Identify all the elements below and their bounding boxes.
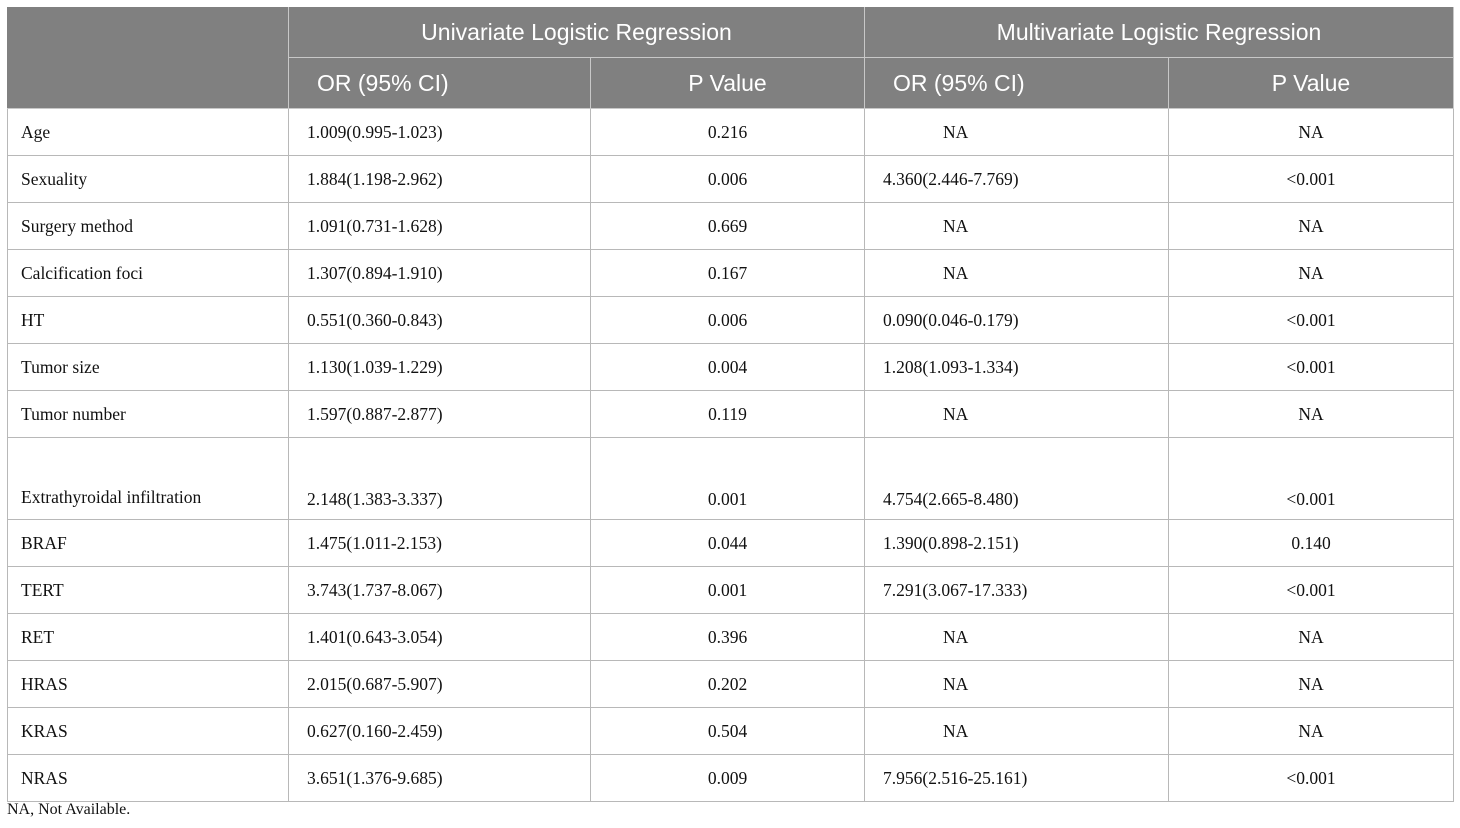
univariate-p-cell: 0.396 (591, 614, 865, 661)
multivariate-or-cell: NA (865, 614, 1169, 661)
table-footnote: NA, Not Available. (7, 801, 131, 818)
table-body (8, 109, 1454, 802)
row-label-cell: Extrathyroidal infiltration (8, 438, 289, 520)
multivariate-or-cell: NA (865, 661, 1169, 708)
row-label-cell: Surgery method (8, 203, 289, 250)
multivariate-p-cell: <0.001 (1169, 438, 1454, 520)
univariate-group-header: Univariate Logistic Regression (289, 7, 865, 58)
table-row (8, 708, 1454, 755)
univariate-p-cell: 0.006 (591, 156, 865, 203)
univariate-p-cell: 0.119 (591, 391, 865, 438)
multivariate-p-cell: NA (1169, 391, 1454, 438)
univariate-p-header: P Value (591, 58, 865, 109)
multivariate-p-cell: <0.001 (1169, 297, 1454, 344)
multivariate-p-cell: <0.001 (1169, 755, 1454, 802)
univariate-p-cell: 0.004 (591, 344, 865, 391)
univariate-or-cell: 2.015(0.687-5.907) (289, 661, 591, 708)
multivariate-or-cell: 4.360(2.446-7.769) (865, 156, 1169, 203)
table-row (8, 614, 1454, 661)
row-label-cell: Calcification foci (8, 250, 289, 297)
row-label-cell: HT (8, 297, 289, 344)
univariate-p-cell: 0.001 (591, 438, 865, 520)
results-table-container (7, 7, 1453, 802)
multivariate-or-cell: 1.208(1.093-1.334) (865, 344, 1169, 391)
multivariate-p-cell: NA (1169, 661, 1454, 708)
logistic-regression-table (7, 7, 1454, 802)
multivariate-or-cell: 7.291(3.067-17.333) (865, 567, 1169, 614)
univariate-or-cell: 1.597(0.887-2.877) (289, 391, 591, 438)
table-row (8, 520, 1454, 567)
row-label-cell: KRAS (8, 708, 289, 755)
row-label-cell: NRAS (8, 755, 289, 802)
multivariate-p-cell: <0.001 (1169, 344, 1454, 391)
multivariate-or-cell: 7.956(2.516-25.161) (865, 755, 1169, 802)
table-row (8, 438, 1454, 520)
univariate-or-cell: 1.009(0.995-1.023) (289, 109, 591, 156)
multivariate-p-cell: <0.001 (1169, 156, 1454, 203)
corner-header-cell (8, 7, 289, 109)
table-row (8, 156, 1454, 203)
univariate-or-cell: 3.743(1.737-8.067) (289, 567, 591, 614)
multivariate-or-cell: NA (865, 708, 1169, 755)
multivariate-p-cell: NA (1169, 250, 1454, 297)
table-row (8, 567, 1454, 614)
multivariate-or-cell: NA (865, 203, 1169, 250)
multivariate-group-header: Multivariate Logistic Regression (865, 7, 1454, 58)
univariate-p-cell: 0.202 (591, 661, 865, 708)
univariate-p-cell: 0.006 (591, 297, 865, 344)
univariate-p-cell: 0.001 (591, 567, 865, 614)
multivariate-p-cell: NA (1169, 109, 1454, 156)
univariate-or-cell: 1.130(1.039-1.229) (289, 344, 591, 391)
group-header-row (8, 7, 1454, 58)
row-label-cell: Sexuality (8, 156, 289, 203)
univariate-or-cell: 2.148(1.383-3.337) (289, 438, 591, 520)
univariate-p-cell: 0.216 (591, 109, 865, 156)
multivariate-or-cell: NA (865, 109, 1169, 156)
univariate-or-cell: 1.475(1.011-2.153) (289, 520, 591, 567)
table-row (8, 250, 1454, 297)
univariate-or-cell: 3.651(1.376-9.685) (289, 755, 591, 802)
multivariate-p-header: P Value (1169, 58, 1454, 109)
multivariate-p-cell: NA (1169, 708, 1454, 755)
row-label-cell: TERT (8, 567, 289, 614)
univariate-p-cell: 0.009 (591, 755, 865, 802)
univariate-or-cell: 1.401(0.643-3.054) (289, 614, 591, 661)
table-row (8, 661, 1454, 708)
multivariate-or-cell: 4.754(2.665-8.480) (865, 438, 1169, 520)
multivariate-p-cell: NA (1169, 203, 1454, 250)
row-label-cell: RET (8, 614, 289, 661)
multivariate-p-cell: 0.140 (1169, 520, 1454, 567)
row-label-cell: BRAF (8, 520, 289, 567)
univariate-or-cell: 1.307(0.894-1.910) (289, 250, 591, 297)
univariate-p-cell: 0.504 (591, 708, 865, 755)
row-label-cell: Tumor size (8, 344, 289, 391)
table-row (8, 203, 1454, 250)
multivariate-p-cell: NA (1169, 614, 1454, 661)
table-row (8, 297, 1454, 344)
univariate-p-cell: 0.044 (591, 520, 865, 567)
multivariate-or-cell: 1.390(0.898-2.151) (865, 520, 1169, 567)
univariate-p-cell: 0.167 (591, 250, 865, 297)
univariate-p-cell: 0.669 (591, 203, 865, 250)
multivariate-or-cell: NA (865, 391, 1169, 438)
multivariate-or-header: OR (95% CI) (865, 58, 1169, 109)
table-row (8, 755, 1454, 802)
multivariate-or-cell: 0.090(0.046-0.179) (865, 297, 1169, 344)
univariate-or-cell: 0.551(0.360-0.843) (289, 297, 591, 344)
row-label-cell: HRAS (8, 661, 289, 708)
univariate-or-cell: 1.884(1.198-2.962) (289, 156, 591, 203)
table-row (8, 344, 1454, 391)
row-label-cell: Age (8, 109, 289, 156)
table-row (8, 109, 1454, 156)
multivariate-or-cell: NA (865, 250, 1169, 297)
univariate-or-cell: 0.627(0.160-2.459) (289, 708, 591, 755)
univariate-or-header: OR (95% CI) (289, 58, 591, 109)
multivariate-p-cell: <0.001 (1169, 567, 1454, 614)
table-row (8, 391, 1454, 438)
univariate-or-cell: 1.091(0.731-1.628) (289, 203, 591, 250)
row-label-cell: Tumor number (8, 391, 289, 438)
